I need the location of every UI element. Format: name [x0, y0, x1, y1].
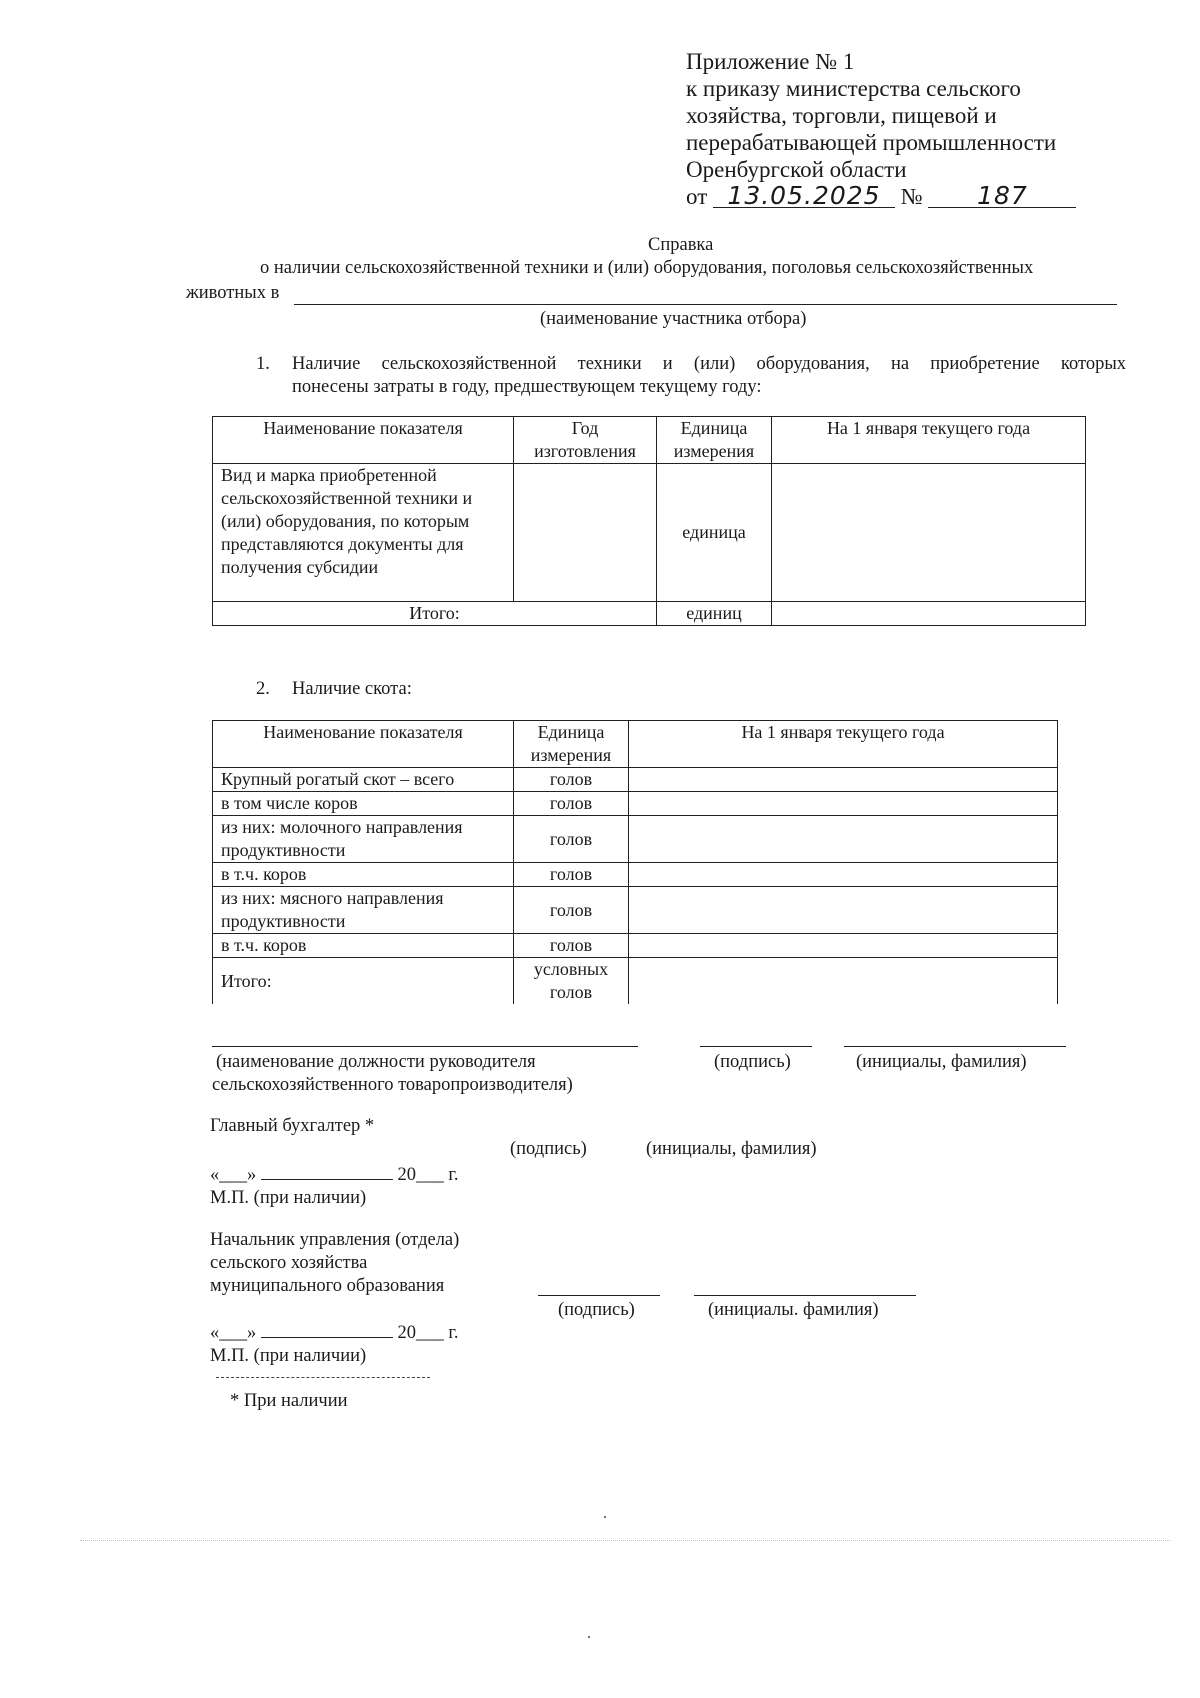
document-title: Справка [648, 235, 714, 255]
total-label: Итого: [213, 958, 514, 1005]
equipment-year-cell[interactable] [514, 464, 657, 602]
total-label: Итого: [213, 602, 657, 626]
order-date-line [686, 183, 1076, 210]
date-month-field[interactable] [261, 1337, 393, 1338]
table-header-row [213, 721, 1058, 768]
row-value-cell[interactable] [629, 816, 1058, 863]
equipment-unit: единица [657, 464, 772, 602]
table-row [213, 934, 1058, 958]
header-unit: Единица измерения [514, 721, 629, 768]
scan-speck [604, 1516, 606, 1518]
footnote-divider [216, 1377, 430, 1378]
livestock-table [212, 720, 1058, 1004]
signature-line [700, 1046, 812, 1047]
dept-initials-line [694, 1295, 916, 1296]
equipment-row-label: Вид и марка приобретенной сельскохозяйственной техники и (или) оборудования, по которым представляются документы для получения субсидии [213, 464, 514, 602]
row-value-cell[interactable] [629, 768, 1058, 792]
position-caption-2: сельскохозяйственного товаропроизводителя) [212, 1075, 573, 1095]
row-unit: голов [514, 816, 629, 863]
table-row [213, 792, 1058, 816]
row-value-cell[interactable] [629, 934, 1058, 958]
table-total-row [213, 602, 1086, 626]
from-prefix: от [686, 184, 708, 209]
date-day: «___» [210, 1323, 257, 1343]
row-value-cell[interactable] [629, 863, 1058, 887]
date-year-suffix: ___ г. [416, 1165, 459, 1185]
row-label: из них: молочного направления продуктивности [213, 816, 514, 863]
number-prefix: № [900, 184, 923, 209]
section1-text-2: понесены затраты в году, предшествующем текущему году: [292, 377, 762, 397]
header-indicator: Наименование показателя [213, 417, 514, 464]
dept-seal: М.П. (при наличии) [210, 1346, 367, 1366]
dept-head-line-3: муниципального образования [210, 1276, 445, 1296]
total-unit: единиц [657, 602, 772, 626]
total-value-cell[interactable] [629, 958, 1058, 1005]
scan-artifact-line [80, 1540, 1170, 1541]
date-year: 20 [397, 1165, 416, 1185]
header-date: На 1 января текущего года [629, 721, 1058, 768]
header-year: Год изготовления [514, 417, 657, 464]
chief-accountant-label: Главный бухгалтер * [210, 1116, 375, 1136]
position-caption-1: (наименование должности руководителя [216, 1052, 536, 1072]
participant-name-line [294, 304, 1117, 305]
row-value-cell[interactable] [629, 792, 1058, 816]
order-line-3: перерабатывающей промышленности [686, 130, 1057, 155]
handwritten-number: 187 [928, 185, 1076, 208]
row-value-cell[interactable] [629, 887, 1058, 934]
order-line-4: Оренбургской области [686, 157, 907, 182]
header-unit: Единица измерения [657, 417, 772, 464]
equipment-table [212, 416, 1086, 626]
position-signature-line [212, 1046, 638, 1047]
section2-number: 2. [256, 679, 270, 699]
title-line-2: животных в [186, 283, 280, 303]
accountant-initials-caption: (инициалы, фамилия) [646, 1139, 817, 1159]
accountant-date-row [210, 1164, 459, 1187]
accountant-seal: М.П. (при наличии) [210, 1188, 367, 1208]
dept-head-line-1: Начальник управления (отдела) [210, 1230, 460, 1250]
table-row [213, 863, 1058, 887]
appendix-header [686, 48, 1076, 210]
order-line-1: к приказу министерства сельского [686, 76, 1021, 101]
initials-caption: (инициалы, фамилия) [856, 1052, 1027, 1072]
table-row [213, 464, 1086, 602]
dept-head-line-2: сельского хозяйства [210, 1253, 368, 1273]
signature-caption: (подпись) [714, 1052, 791, 1072]
row-unit: голов [514, 887, 629, 934]
row-unit: голов [514, 863, 629, 887]
section1-number: 1. [256, 354, 270, 374]
date-year: 20 [397, 1323, 416, 1343]
dept-signature-line [538, 1295, 660, 1296]
row-label: в т.ч. коров [213, 863, 514, 887]
section1-text-1: Наличие сельскохозяйственной техники и (или) оборудования, на приобретение которых [292, 354, 1126, 374]
scan-speck [588, 1636, 590, 1638]
dept-initials-caption: (инициалы. фамилия) [708, 1300, 879, 1320]
dept-signature-caption: (подпись) [558, 1300, 635, 1320]
header-date: На 1 января текущего года [772, 417, 1086, 464]
date-year-suffix: ___ г. [416, 1323, 459, 1343]
title-line-1: о наличии сельскохозяйственной техники и (или) оборудования, поголовья сельскохозяйственных [260, 258, 1034, 278]
date-day: «___» [210, 1165, 257, 1185]
row-unit: голов [514, 768, 629, 792]
row-label: в т.ч. коров [213, 934, 514, 958]
accountant-signature-caption: (подпись) [510, 1139, 587, 1159]
footnote: * При наличии [230, 1391, 348, 1411]
dept-date-row [210, 1322, 459, 1345]
row-label: из них: мясного направления продуктивности [213, 887, 514, 934]
participant-caption: (наименование участника отбора) [540, 309, 807, 329]
table-row [213, 887, 1058, 934]
total-value-cell[interactable] [772, 602, 1086, 626]
appendix-number: Приложение № 1 [686, 49, 855, 74]
equipment-value-cell[interactable] [772, 464, 1086, 602]
initials-line [844, 1046, 1066, 1047]
table-total-row [213, 958, 1058, 1005]
row-unit: голов [514, 792, 629, 816]
table-row [213, 768, 1058, 792]
row-unit: голов [514, 934, 629, 958]
header-indicator: Наименование показателя [213, 721, 514, 768]
order-line-2: хозяйства, торговли, пищевой и [686, 103, 997, 128]
handwritten-date: 13.05.2025 [713, 185, 895, 208]
row-label: Крупный рогатый скот – всего [213, 768, 514, 792]
table-row [213, 816, 1058, 863]
section2-text: Наличие скота: [292, 679, 412, 699]
row-label: в том числе коров [213, 792, 514, 816]
date-month-field[interactable] [261, 1179, 393, 1180]
total-unit: условных голов [514, 958, 629, 1005]
table-header-row [213, 417, 1086, 464]
